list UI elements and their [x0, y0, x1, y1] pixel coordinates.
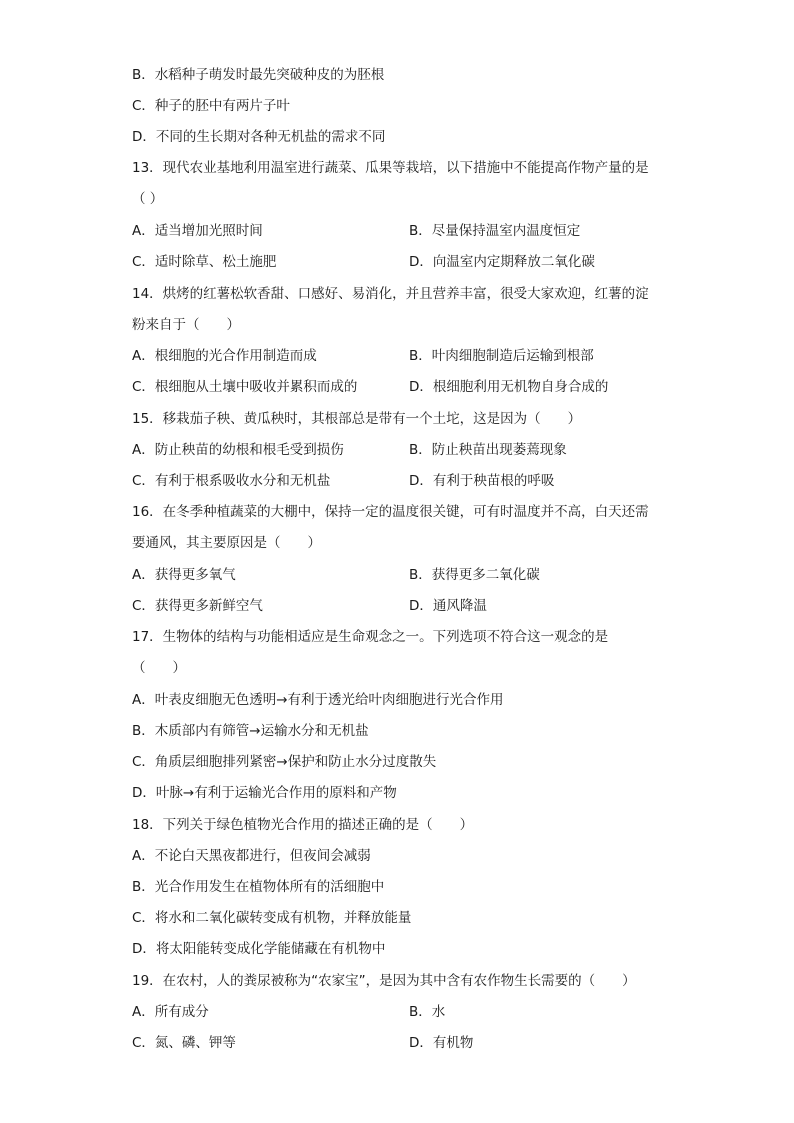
- q14-option-b: B．叶肉细胞制造后运输到根部: [409, 348, 594, 364]
- q12-option-c: C．种子的胚中有两片子叶: [132, 98, 290, 114]
- q12-option-b: B．水稻种子萌发时最先突破种皮的为胚根: [132, 67, 385, 83]
- q13-option-c: C．适时除草、松土施肥: [132, 254, 277, 270]
- q14-option-a: A．根细胞的光合作用制造而成: [132, 348, 317, 364]
- q15-option-d: D．有利于秧苗根的呼吸: [409, 473, 555, 489]
- q13-option-b: B．尽量保持温室内温度恒定: [409, 223, 581, 239]
- q15-stem: 15．移栽茄子秧、黄瓜秧时，其根部总是带有一个土坨，这是因为（ ）: [132, 411, 582, 427]
- q14-stem-line1: 14．烘烤的红薯松软香甜、口感好、易消化，并且营养丰富，很受大家欢迎，红薯的淀: [132, 286, 649, 302]
- q17-option-b: B．木质部内有筛管→运输水分和无机盐: [132, 723, 369, 739]
- q13-stem: 13．现代农业基地利用温室进行蔬菜、瓜果等栽培，以下措施中不能提高作物产量的是: [132, 160, 649, 176]
- q19-option-b: B．水: [409, 1004, 446, 1020]
- q17-blank: （ ）: [132, 660, 186, 676]
- q14-option-c: C．根细胞从土壤中吸收并累积而成的: [132, 379, 358, 395]
- q18-option-c: C．将水和二氧化碳转变成有机物，并释放能量: [132, 910, 412, 926]
- q15-option-b: B．防止秧苗出现萎蔫现象: [409, 442, 567, 458]
- q14-option-d: D．根细胞利用无机物自身合成的: [409, 379, 609, 395]
- q17-option-c: C．角质层细胞排列紧密→保护和防止水分过度散失: [132, 754, 437, 770]
- q16-stem-line2: 要通风，其主要原因是（ ）: [132, 535, 321, 551]
- q12-option-d: D．不同的生长期对各种无机盐的需求不同: [132, 129, 386, 145]
- q17-stem: 17．生物体的结构与功能相适应是生命观念之一。下列选项不符合这一观念的是: [132, 629, 609, 645]
- q15-option-a: A．防止秧苗的幼根和根毛受到损伤: [132, 442, 344, 458]
- q16-option-c: C．获得更多新鲜空气: [132, 598, 263, 614]
- q16-option-d: D．通风降温: [409, 598, 487, 614]
- q18-option-d: D．将太阳能转变成化学能储藏在有机物中: [132, 941, 386, 957]
- q19-option-d: D．有机物: [409, 1035, 474, 1051]
- q19-option-a: A．所有成分: [132, 1004, 209, 1020]
- q16-option-a: A．获得更多氧气: [132, 567, 236, 583]
- q19-option-c: C．氮、磷、钾等: [132, 1035, 236, 1051]
- q18-option-a: A．不论白天黑夜都进行，但夜间会减弱: [132, 848, 371, 864]
- q13-option-d: D．向温室内定期释放二氧化碳: [409, 254, 595, 270]
- q18-stem: 18．下列关于绿色植物光合作用的描述正确的是（ ）: [132, 817, 474, 833]
- q14-stem-line2: 粉来自于（ ）: [132, 317, 240, 333]
- q17-option-a: A．叶表皮细胞无色透明→有利于透光给叶肉细胞进行光合作用: [132, 692, 504, 708]
- q13-option-a: A．适当增加光照时间: [132, 223, 263, 239]
- q17-option-d: D．叶脉→有利于运输光合作用的原料和产物: [132, 785, 397, 801]
- q19-stem: 19．在农村，人的粪尿被称为“农家宝”，是因为其中含有农作物生长需要的（ ）: [132, 973, 636, 989]
- q13-blank: （ ）: [132, 191, 164, 207]
- q16-stem-line1: 16．在冬季种植蔬菜的大棚中，保持一定的温度很关键，可有时温度并不高，白天还需: [132, 504, 649, 520]
- q15-option-c: C．有利于根系吸收水分和无机盐: [132, 473, 331, 489]
- q18-option-b: B．光合作用发生在植物体所有的活细胞中: [132, 879, 385, 895]
- q16-option-b: B．获得更多二氧化碳: [409, 567, 540, 583]
